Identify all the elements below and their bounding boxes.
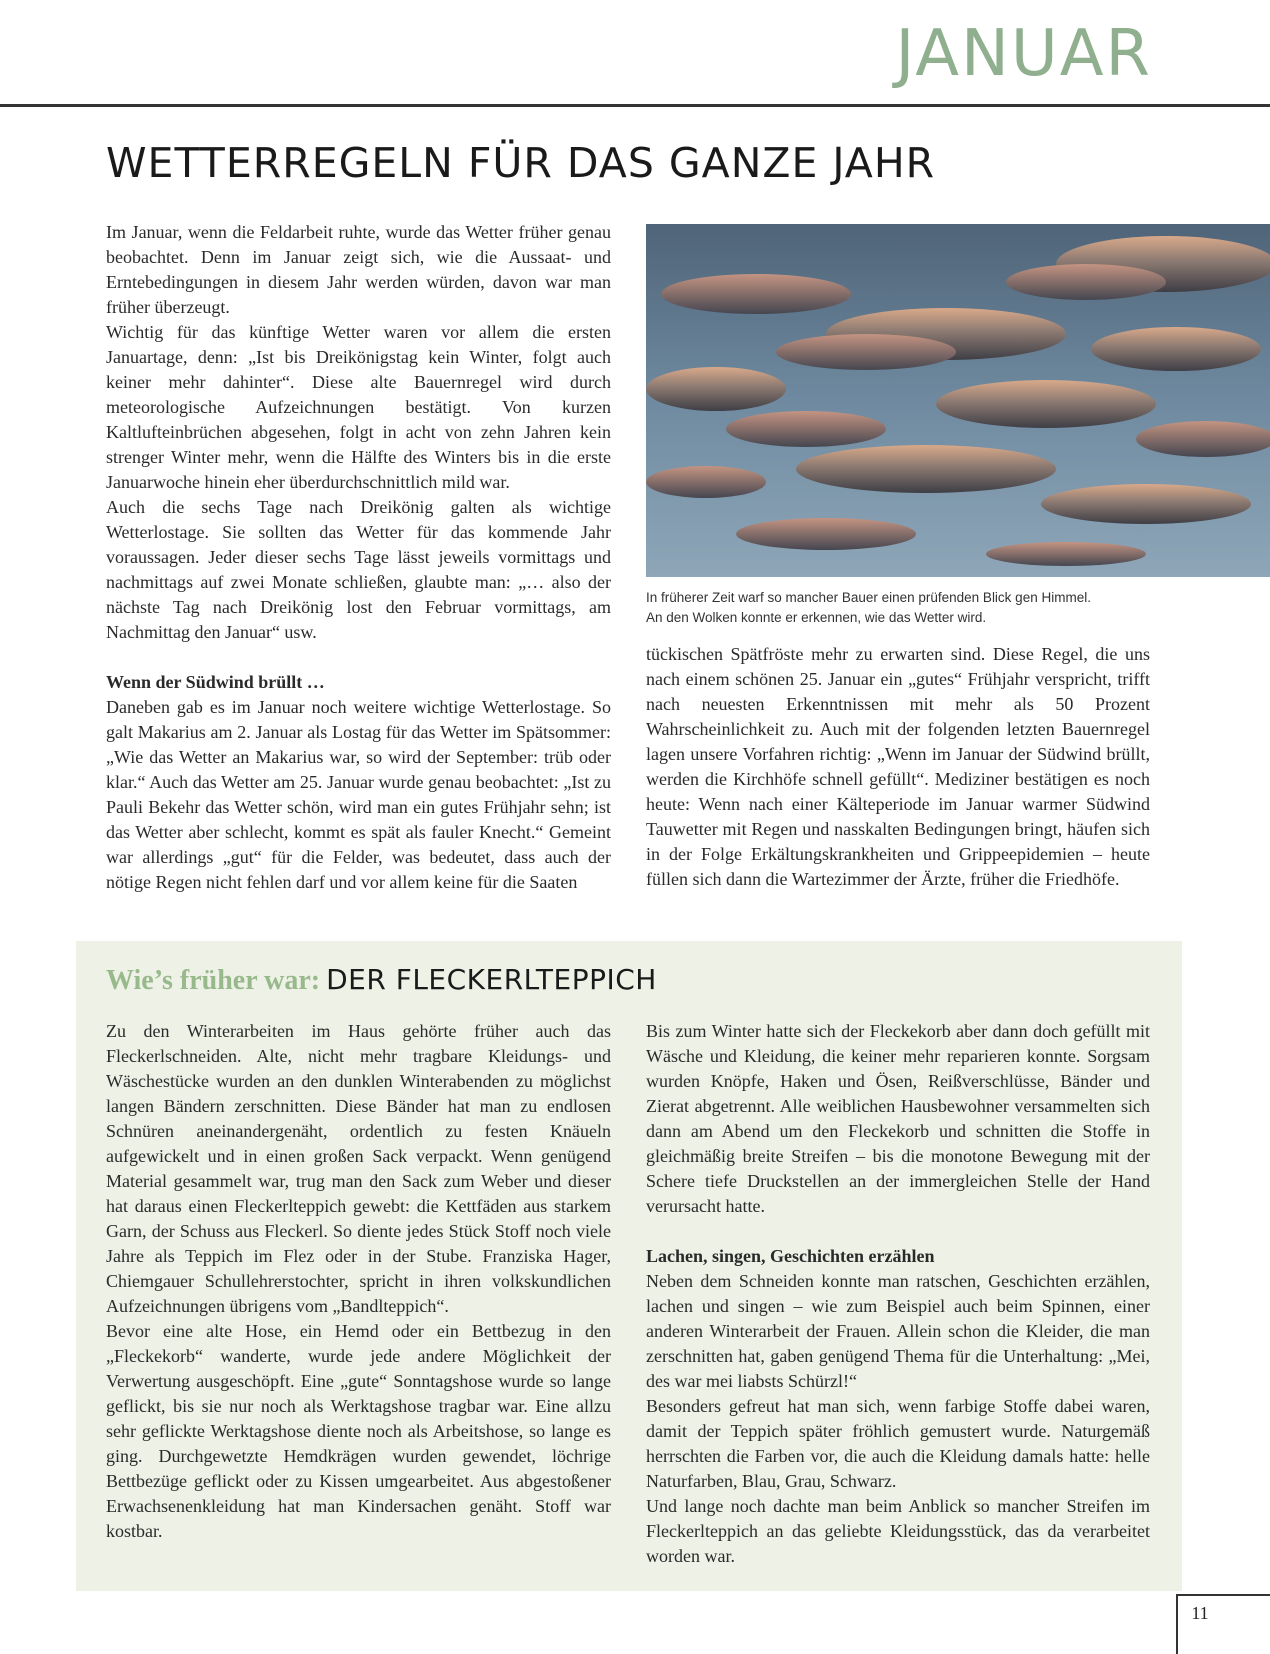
footer-rule-vertical — [1176, 1594, 1178, 1654]
article-title: WETTERREGELN FÜR DAS GANZE JAHR — [106, 139, 936, 187]
article-paragraph: Wichtig für das künftige Wetter waren vor allem die ersten Januartage, denn: „Ist bis Dreikönigstag kein Winter, folgt auch keiner mehr dahinter“. Diese alte Bauernregel wird durch meteorologische Aufzeichnungen bestätigt. Von kurzen Kaltlufteinbrüchen abgesehen, folgt in acht von zehn Jahren kein strenger Winter mehr, wenn die Hälfte des Winters bis in die erste Januarwoche hinein eher überdurchschnittlich mild war. — [106, 322, 611, 492]
sidebar-column-1 — [106, 1019, 611, 1544]
article-paragraph: Daneben gab es im Januar noch weitere wichtige Wetterlostage. So galt Makarius am 2. Januar als Lostag für das Wetter im Spätsommer: „Wie das Wetter an Makarius war, so wird der September: trüb oder klar.“ Auch das Wetter am 25. Januar wurde genau beobachtet: „Ist zu Pauli Bekehr das Wetter schön, wird man ein gutes Frühjahr sehn; ist das Wetter aber schlecht, kommt es spät als fauler Knecht.“ Gemeint war allerdings „gut“ für die Felder, was bedeutet, dass auch der nötige Regen nicht fehlen darf und vor allem keine für die Saaten — [106, 697, 611, 892]
sidebar-paragraph: Besonders gefreut hat man sich, wenn farbige Stoffe dabei waren, damit der Teppich später fröhlich gemustert wurde. Naturgemäß herrschten die Farben vor, die auch die Kleidung damals hatte: helle Naturfarben, Blau, Grau, Schwarz. — [646, 1396, 1150, 1491]
footer-rule-horizontal — [1176, 1594, 1270, 1596]
article-column-1 — [106, 220, 611, 895]
article-paragraph: Auch die sechs Tage nach Dreikönig galten als wichtige Wetterlostage. Sie sollten das Wetter für das kommende Jahr voraussagen. Jeder dieser sechs Tage lässt jeweils vormittags und nachmittags auf zwei Monate schließen, glaubte man: „… also der nächste Tag nach Dreikönig lost den Februar vormittags, am Nachmittag den Januar“ usw. — [106, 497, 611, 642]
page-number: 11 — [1191, 1603, 1209, 1623]
article-subheading: Wenn der Südwind brüllt … — [106, 672, 325, 692]
caption-line: In früherer Zeit warf so mancher Bauer einen prüfenden Blick gen Himmel. — [646, 590, 1091, 605]
photo-caption — [646, 588, 1206, 628]
sidebar-column-2 — [646, 1019, 1150, 1569]
sidebar-paragraph: Zu den Winterarbeiten im Haus gehörte früher auch das Fleckerlschneiden. Alte, nicht mehr tragbare Kleidungs- und Wäschestücke wurden an den dunklen Winterabenden zu möglichst langen Bändern zerschnitten. Diese Bänder hat man zu endlosen Schnüren aneinandergenäht, ordentlich zu festen Knäueln aufgewickelt und in einen großen Sack verpackt. Wenn genügend Material gesammelt war, trug man den Sack zum Weber und dieser hat daraus einen Fleckerlteppich gewebt: die Kettfäden aus starkem Garn, der Schuss aus Fleckerl. So diente jedes Stück Stoff noch viele Jahre als Teppich im Flez oder in der Stube. Franziska Hager, Chiemgauer Schullehrerstochter, spricht in ihren volkskundlichen Aufzeichnungen übrigens vom „Bandlteppich“. — [106, 1021, 611, 1316]
article-paragraph: Im Januar, wenn die Feldarbeit ruhte, wurde das Wetter früher genau beobachtet. Denn im Januar zeigt sich, wie die Aussaat- und Erntebedingungen in diesem Jahr werden würden, davon war man früher überzeugt. — [106, 222, 611, 317]
header-rule — [0, 104, 1270, 107]
sidebar-paragraph: Und lange noch dachte man beim Anblick so mancher Streifen im Fleckerlteppich an das geliebte Kleidungsstück, das da verarbeitet worden war. — [646, 1496, 1150, 1566]
sidebar-paragraph: Bevor eine alte Hose, ein Hemd oder ein Bettbezug in den „Fleckekorb“ wanderte, wurde jede andere Möglichkeit der Verwertung ausgeschöpft. Eine „gute“ Sonntagshose wurde so lange geflickt, bis sie nur noch als Werktagshose tragbar war. Eine allzu sehr geflickte Werktagshose diente noch als Arbeitshose, so lange es ging. Durchgewetzte Hemdkrägen wurden gewendet, löchrige Bettbezüge geflickt oder zu Kissen umgearbeitet. Aus abgestoßener Erwachsenenkleidung hat man Kindersachen genäht. Stoff war kostbar. — [106, 1321, 611, 1541]
article-column-2 — [646, 642, 1150, 892]
sidebar-heading: DER FLECKERLTEPPICH — [326, 963, 657, 996]
sidebar-subheading: Lachen, singen, Geschichten erzählen — [646, 1246, 935, 1266]
sidebar-paragraph: Bis zum Winter hatte sich der Fleckekorb aber dann doch gefüllt mit Wäsche und Kleidung, die keiner mehr reparieren konnte. Sorgsam wurden Knöpfe, Haken und Ösen, Reißverschlüsse, Bänder und Zierat abgetrennt. Alle weiblichen Hausbewohner versammelten sich dann am Abend um den Fleckekorb und schnitten die Stoffe in gleichmäßig breite Streifen – bis die monotone Bewegung mit der Schere tiefe Druckstellen an der immergleichen Stelle der Hand verursacht hatte. — [646, 1021, 1150, 1216]
sidebar-title — [106, 963, 657, 996]
sidebar-paragraph: Neben dem Schneiden konnte man ratschen, Geschichten erzählen, lachen und singen – wie zum Beispiel auch beim Spinnen, einer anderen Winterarbeit der Frauen. Allein schon die Kleider, die man zerschnitten hat, gaben genügend Thema für die Unterhaltung: „Mei, des war mei liabsts Schürzl!“ — [646, 1271, 1150, 1391]
sidebar-label: Wie’s früher war: — [106, 965, 321, 996]
article-paragraph: tückischen Spätfröste mehr zu erwarten sind. Diese Regel, die uns nach einem schönen 25. Januar ein „gutes“ Frühjahr verspricht, trifft nach neuesten Erkenntnissen mit mehr als 50 Prozent Wahrscheinlichkeit zu. Auch mit der folgenden letzten Bauernregel lagen unsere Vorfahren richtig: „Wenn im Januar der Südwind brüllt, werden die Kirchhöfe schnell gefüllt“. Mediziner bestätigen es noch heute: Wenn nach einer Kälteperiode im Januar warmer Südwind Tauwetter mit Regen und nasskalten Bedingungen bringt, häufen sich in der Folge Erkältungskrankheiten und Grippeepidemien – heute füllen sich dann die Wartezimmer der Ärzte, früher die Friedhöfe. — [646, 644, 1150, 889]
month-title: JANUAR — [895, 17, 1152, 91]
sky-clouds-photo — [646, 224, 1270, 577]
caption-line: An den Wolken konnte er erkennen, wie das Wetter wird. — [646, 610, 987, 625]
